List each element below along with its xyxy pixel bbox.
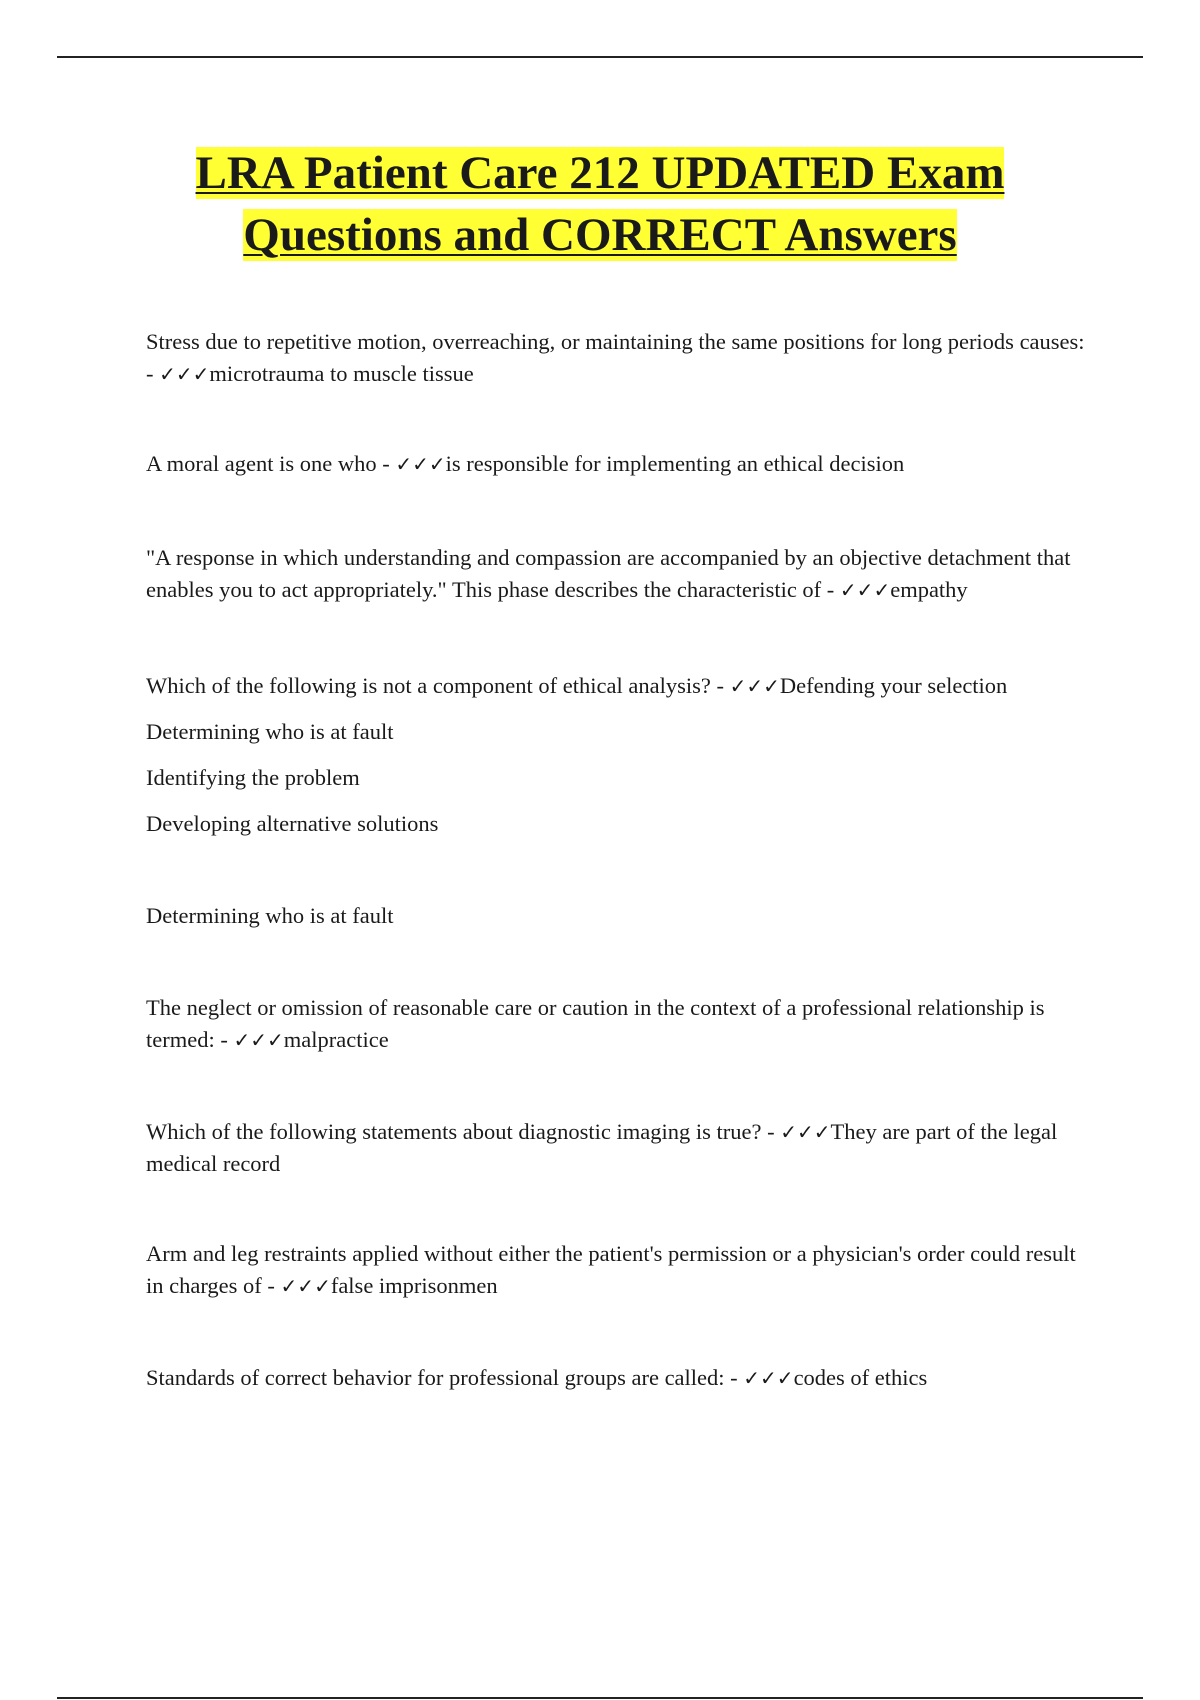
check-marks-icon: ✓✓✓ [233,1028,284,1052]
qa-item-6 [146,1116,1096,1180]
answer-text: They are part of the legal medical record [146,1119,1058,1176]
question-text: Arm and leg restraints applied without either the patient's permission or a physician's order could result in charges of - [146,1241,1076,1298]
option-item: Determining who is at fault [146,719,394,744]
question-text: The neglect or omission of reasonable care or caution in the context of a professional relationship is termed: - [146,995,1045,1052]
question-text: A moral agent is one who - [146,451,396,476]
question-text: Which of the following statements about diagnostic imaging is true? - [146,1119,781,1144]
qa-list [146,326,1096,1394]
answer-text: codes of ethics [793,1365,928,1390]
answer-text: empathy [890,577,968,602]
check-marks-icon: ✓✓✓ [729,674,780,698]
answer-text: is responsible for implementing an ethical decision [445,451,905,476]
check-marks-icon: ✓✓✓ [743,1366,794,1390]
check-marks-icon: ✓✓✓ [280,1274,331,1298]
check-marks-icon: ✓✓✓ [780,1120,831,1144]
qa-item-3 [146,542,1096,606]
qa-item-7 [146,1238,1096,1302]
top-rule [57,56,1143,58]
bottom-rule [57,1697,1143,1699]
question-text: Standards of correct behavior for professional groups are called: - [146,1365,744,1390]
page-title [0,142,1200,266]
question-text: Which of the following is not a component of ethical analysis? - [146,673,730,698]
title-line-1: LRA Patient Care 212 UPDATED Exam [195,147,1005,199]
qa-item-8 [146,1362,1096,1394]
question-text: "A response in which understanding and compassion are accompanied by an objective detachment that enables you to act appropriately." This phase describes the characteristic of - [146,545,1071,602]
qa-item-4 [146,670,1096,702]
title-line-2: Questions and CORRECT Answers [243,209,957,261]
check-marks-icon: ✓✓✓ [395,452,446,476]
qa-item-1 [146,326,1096,390]
question-text: Stress due to repetitive motion, overreaching, or maintaining the same positions for long periods causes: - [146,329,1085,386]
check-marks-icon: ✓✓✓ [839,578,891,602]
answer-text: false imprisonmen [330,1273,498,1298]
qa-item-2 [146,448,1096,480]
option-item: Developing alternative solutions [146,811,439,836]
qa-item-5 [146,992,1096,1056]
answer-text: Defending your selection [779,673,1008,698]
trailing-answer: Determining who is at fault [146,903,394,928]
check-marks-icon: ✓✓✓ [159,362,210,386]
answer-text: malpractice [283,1027,389,1052]
option-item: Identifying the problem [146,765,360,790]
answer-text: microtrauma to muscle tissue [209,361,474,386]
